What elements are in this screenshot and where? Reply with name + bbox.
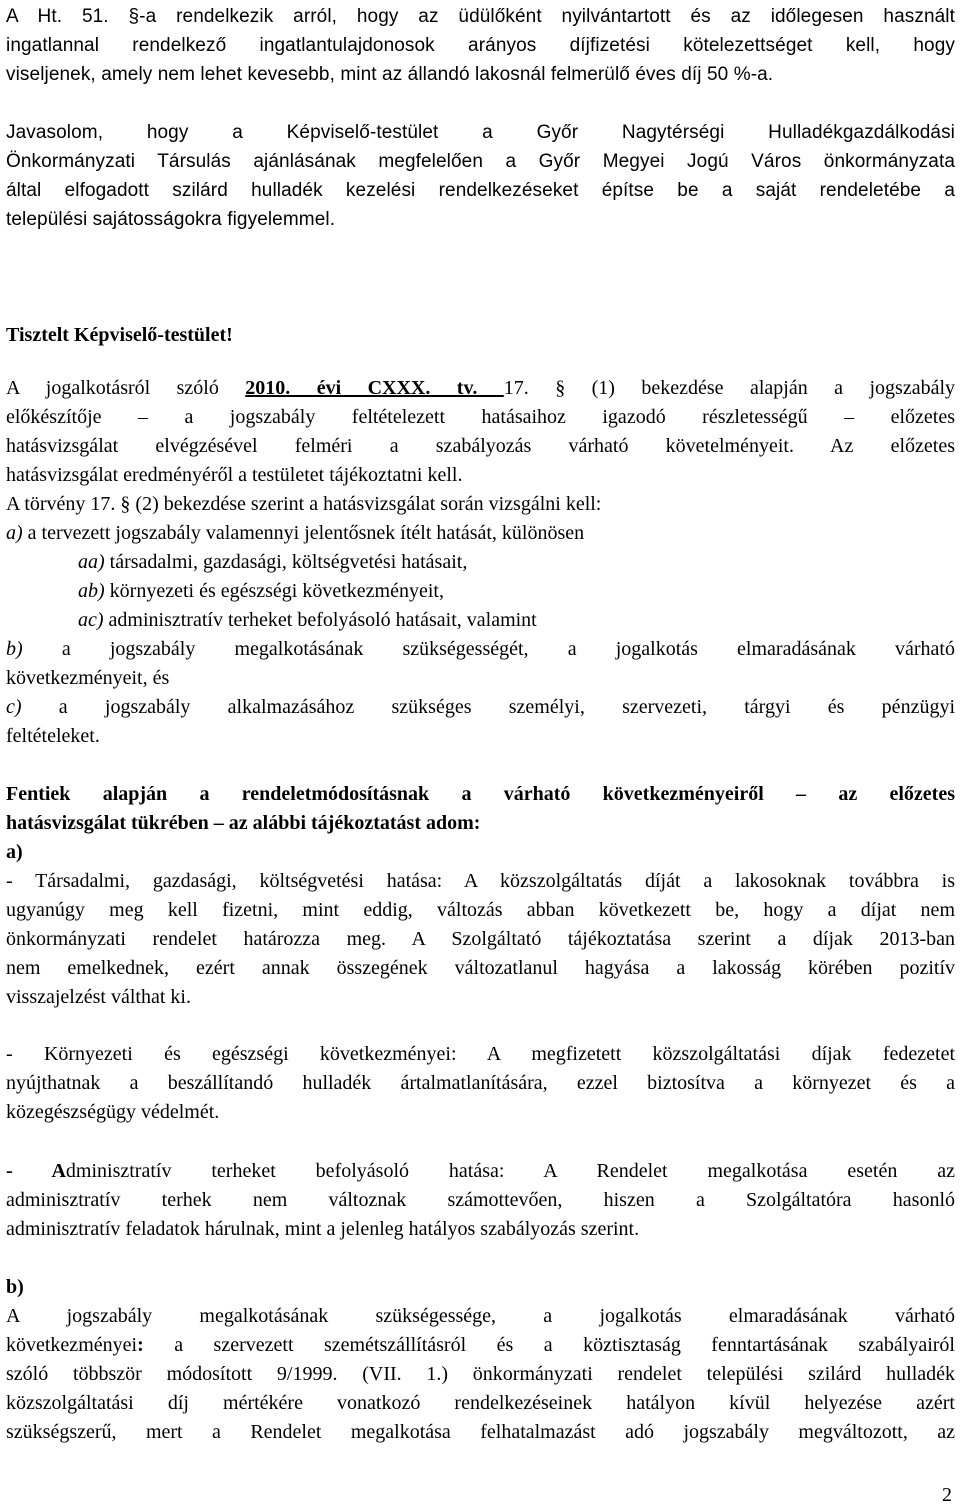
text-line: Önkormányzati Társulás ajánlásának megfelelően a Győr Megyei Jogú Város önkormányzata — [6, 151, 955, 172]
necessity-paragraph — [6, 1302, 955, 1447]
text-line: feltételeket. — [6, 725, 100, 747]
text-line: hatásvizsgálat tükrében – az alábbi tájékoztatást adom: — [6, 812, 481, 834]
text-line: települési sajátosságokra figyelemmel. — [6, 209, 336, 230]
social-impact-paragraph — [6, 867, 955, 1012]
text-line: - Társadalmi, gazdasági, költségvetési hatása: A közszolgáltatás díját a lakosoknak továbbra is — [6, 870, 955, 892]
law-reference: 2010. évi CXXX. tv. — [245, 377, 504, 399]
text-line: nyújthatnak a beszállítandó hulladék ártalmatlanítására, ezzel biztosítva a környezet és a — [6, 1072, 955, 1094]
list-marker: aa) — [78, 551, 105, 573]
list-item — [6, 577, 955, 606]
text-span: A jogalkotásról szóló — [6, 377, 246, 399]
list-text: a jogszabály alkalmazásához szükséges személyi, szervezeti, tárgyi és pénzügyi — [21, 696, 955, 718]
admin-impact-paragraph — [6, 1157, 955, 1244]
text-span: dminisztratív terheket befolyásoló hatása: A Rendelet megalkotása esetén az — [65, 1160, 955, 1182]
text-line: által elfogadott szilárd hulladék kezelési rendelkezéseket építse be a saját rendeletébe a — [6, 180, 955, 201]
environment-impact-paragraph — [6, 1040, 955, 1127]
law-list — [6, 519, 955, 751]
text-line: ugyanúgy meg kell fizetni, mint eddig, változás abban következett be, hogy a díjat nem — [6, 899, 955, 921]
text-line: - Környezeti és egészségi következményei: A megfizetett közszolgáltatási díjak fedezetet — [6, 1043, 955, 1065]
text-line: közegészségügy védelmét. — [6, 1101, 220, 1123]
text-line: közszolgáltatási díj mértékére vonatkozó rendelkezéseinek hatályon kívül helyezése azért — [6, 1392, 955, 1414]
list-text: környezeti és egészségi következményeit, — [104, 580, 444, 602]
list-marker: ab) — [78, 580, 105, 602]
text-line: viseljenek, amely nem lehet kevesebb, mint az állandó lakosnál felmerülő éves díj 50 %-a. — [6, 64, 774, 85]
list-text: a jogszabály megalkotásának szükségességét, a jogalkotás elmaradásának várható — [22, 638, 955, 660]
list-marker: b) — [6, 638, 23, 660]
text-span: 17. § (1) bekezdése alapján a jogszabály — [503, 377, 956, 399]
text-line: ingatlannal rendelkező ingatlantulajdonosok arányos díjfizetési kötelezettséget kell, hogy — [6, 35, 955, 56]
proposal-paragraph — [6, 118, 955, 234]
list-item — [6, 693, 955, 722]
text-line: A Ht. 51. §-a rendelkezik arról, hogy az üdülőként nyilvántartott és az időlegesen használt — [6, 6, 955, 27]
text-span: : — [137, 1334, 144, 1356]
list-marker: a) — [6, 522, 23, 544]
text-line: szóló többször módosított 9/1999. (VII. 1.) önkormányzati rendelet települési szilárd hulladék — [6, 1363, 955, 1385]
text-line: nem emelkednek, ezért annak összegének változatlanul hagyása a lakosság körében pozitív — [6, 957, 955, 979]
salutation: Tisztelt Képviselő-testület! — [6, 324, 233, 346]
text-line: Javasolom, hogy a Képviselő-testület a Győr Nagytérségi Hulladékgazdálkodási — [6, 122, 955, 143]
summary-heading — [6, 780, 955, 867]
text-line: adminisztratív feladatok hárulnak, mint a jelenleg hatályos szabályozás szerint. — [6, 1218, 640, 1240]
list-text: a tervezett jogszabály valamennyi jelentősnek ítélt hatását, különösen — [22, 522, 585, 544]
list-item — [6, 548, 955, 577]
list-marker: ac) — [78, 609, 104, 631]
text-line: szükségszerű, mert a Rendelet megalkotása felhatalmazást adó jogszabály megváltozott, az — [6, 1421, 955, 1443]
text-line: előkészítője – a jogszabály feltételezett hatásaihoz igazodó részletességű – előzetes — [6, 406, 955, 428]
list-text: társadalmi, gazdasági, költségvetési hatásait, — [104, 551, 468, 573]
text-line: következményeit, és — [6, 667, 170, 689]
section-label: a) — [6, 841, 23, 863]
text-line: visszajelzést válthat ki. — [6, 986, 191, 1008]
text-span: következményei — [6, 1334, 138, 1356]
text-line: önkormányzati rendelet határozza meg. A Szolgáltató tájékoztatása szerint a díjak 2013-ban — [6, 928, 955, 950]
text-span: - A — [6, 1160, 66, 1182]
text-line: adminisztratív terhek nem változnak számottevően, hiszen a Szolgáltatóra hasonló — [6, 1189, 955, 1211]
text-line — [6, 1157, 955, 1186]
text-span: a szervezett szemétszállításról és a köztisztaság fenntartásának szabályairól — [143, 1334, 955, 1356]
intro-paragraph — [6, 2, 955, 89]
section-label: b) — [6, 1276, 24, 1298]
text-line: A törvény 17. § (2) bekezdése szerint a hatásvizsgálat során vizsgálni kell: — [6, 493, 602, 515]
list-text: adminisztratív terheket befolyásoló hatásait, valamint — [103, 609, 537, 631]
text-line: hatásvizsgálat elvégzésével felméri a szabályozás várható követelményeit. Az előzetes — [6, 435, 955, 457]
list-item — [6, 606, 955, 635]
list-item — [6, 635, 955, 664]
list-marker: c) — [6, 696, 22, 718]
text-line: Fentiek alapján a rendeletmódosításnak a várható következményeiről – az előzetes — [6, 783, 955, 805]
list-item — [6, 519, 955, 548]
page-number: 2 — [942, 1484, 952, 1506]
text-line — [6, 1331, 955, 1360]
text-line — [6, 374, 955, 403]
text-line: hatásvizsgálat eredményéről a testületet tájékoztatni kell. — [6, 464, 463, 486]
text-line: A jogszabály megalkotásának szükségessége, a jogalkotás elmaradásának várható — [6, 1305, 955, 1327]
law-paragraph — [6, 374, 955, 519]
